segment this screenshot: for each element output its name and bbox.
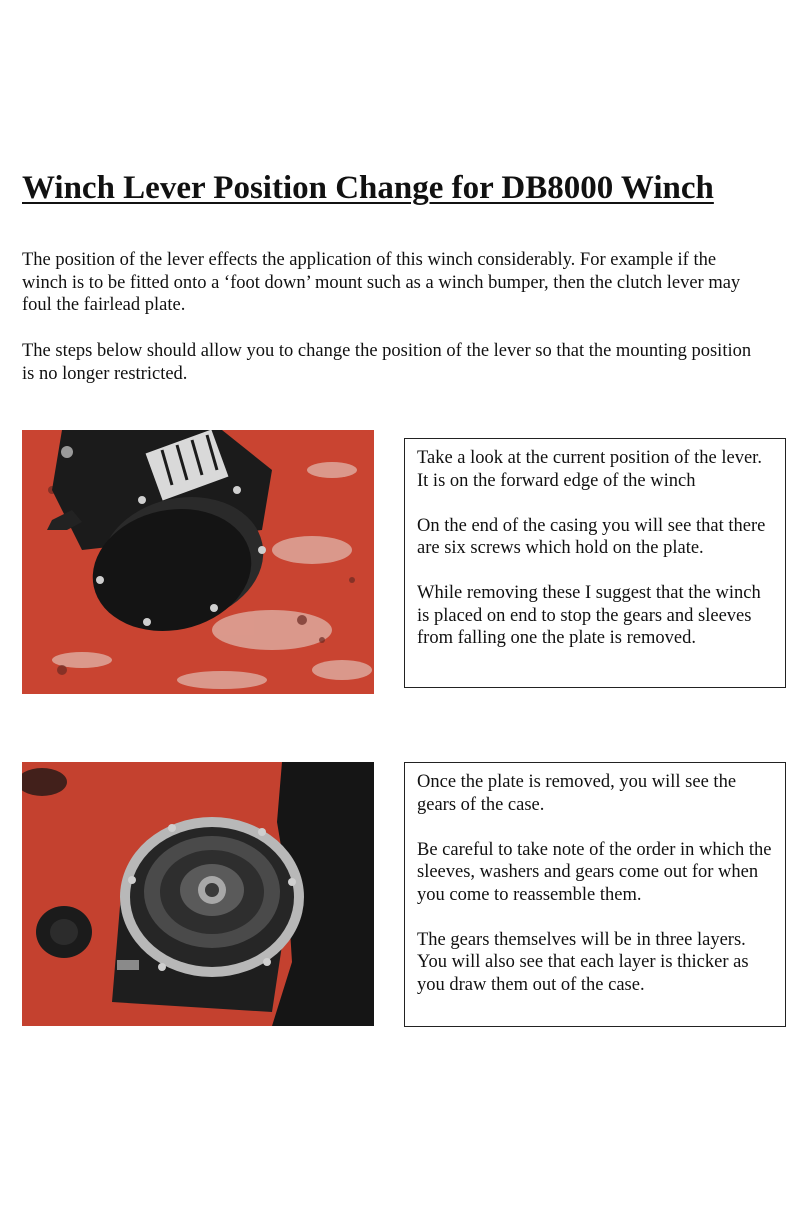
intro-paragraph-2: The steps below should allow you to change the position of the lever so that the mounting position is no longer restricted. xyxy=(22,341,752,384)
step-2-text-box xyxy=(404,762,786,1027)
winch-end-casing-photo xyxy=(22,430,374,694)
step-1-paragraph-1: Take a look at the current position of the lever. It is on the forward edge of the winch xyxy=(417,448,762,491)
intro-paragraph-1: The position of the lever effects the application of this winch considerably. For example if the winch is to be fitted onto a ‘foot down’ mount such as a winch bumper, then the clutch lever may foul the fairlead plate. xyxy=(22,250,741,315)
step-2-paragraph-3: The gears themselves will be in three layers. You will also see that each layer is thicker as you draw them out of the case. xyxy=(417,929,749,995)
step-1-paragraph-2: On the end of the casing you will see that there are six screws which hold on the plate. xyxy=(417,515,766,558)
step-2-paragraph-2: Be careful to take note of the order in which the sleeves, washers and gears come out for when you come to reassemble them. xyxy=(417,839,772,905)
step-1-text-box xyxy=(404,438,786,688)
step-2-paragraph-1: Once the plate is removed, you will see the gears of the case. xyxy=(417,772,737,815)
winch-gears-photo xyxy=(22,762,374,1026)
step-1-paragraph-3: While removing these I suggest that the winch is placed on end to stop the gears and sleeves from falling one the plate is removed. xyxy=(417,583,761,648)
page-title: Winch Lever Position Change for DB8000 Winch xyxy=(22,170,714,206)
